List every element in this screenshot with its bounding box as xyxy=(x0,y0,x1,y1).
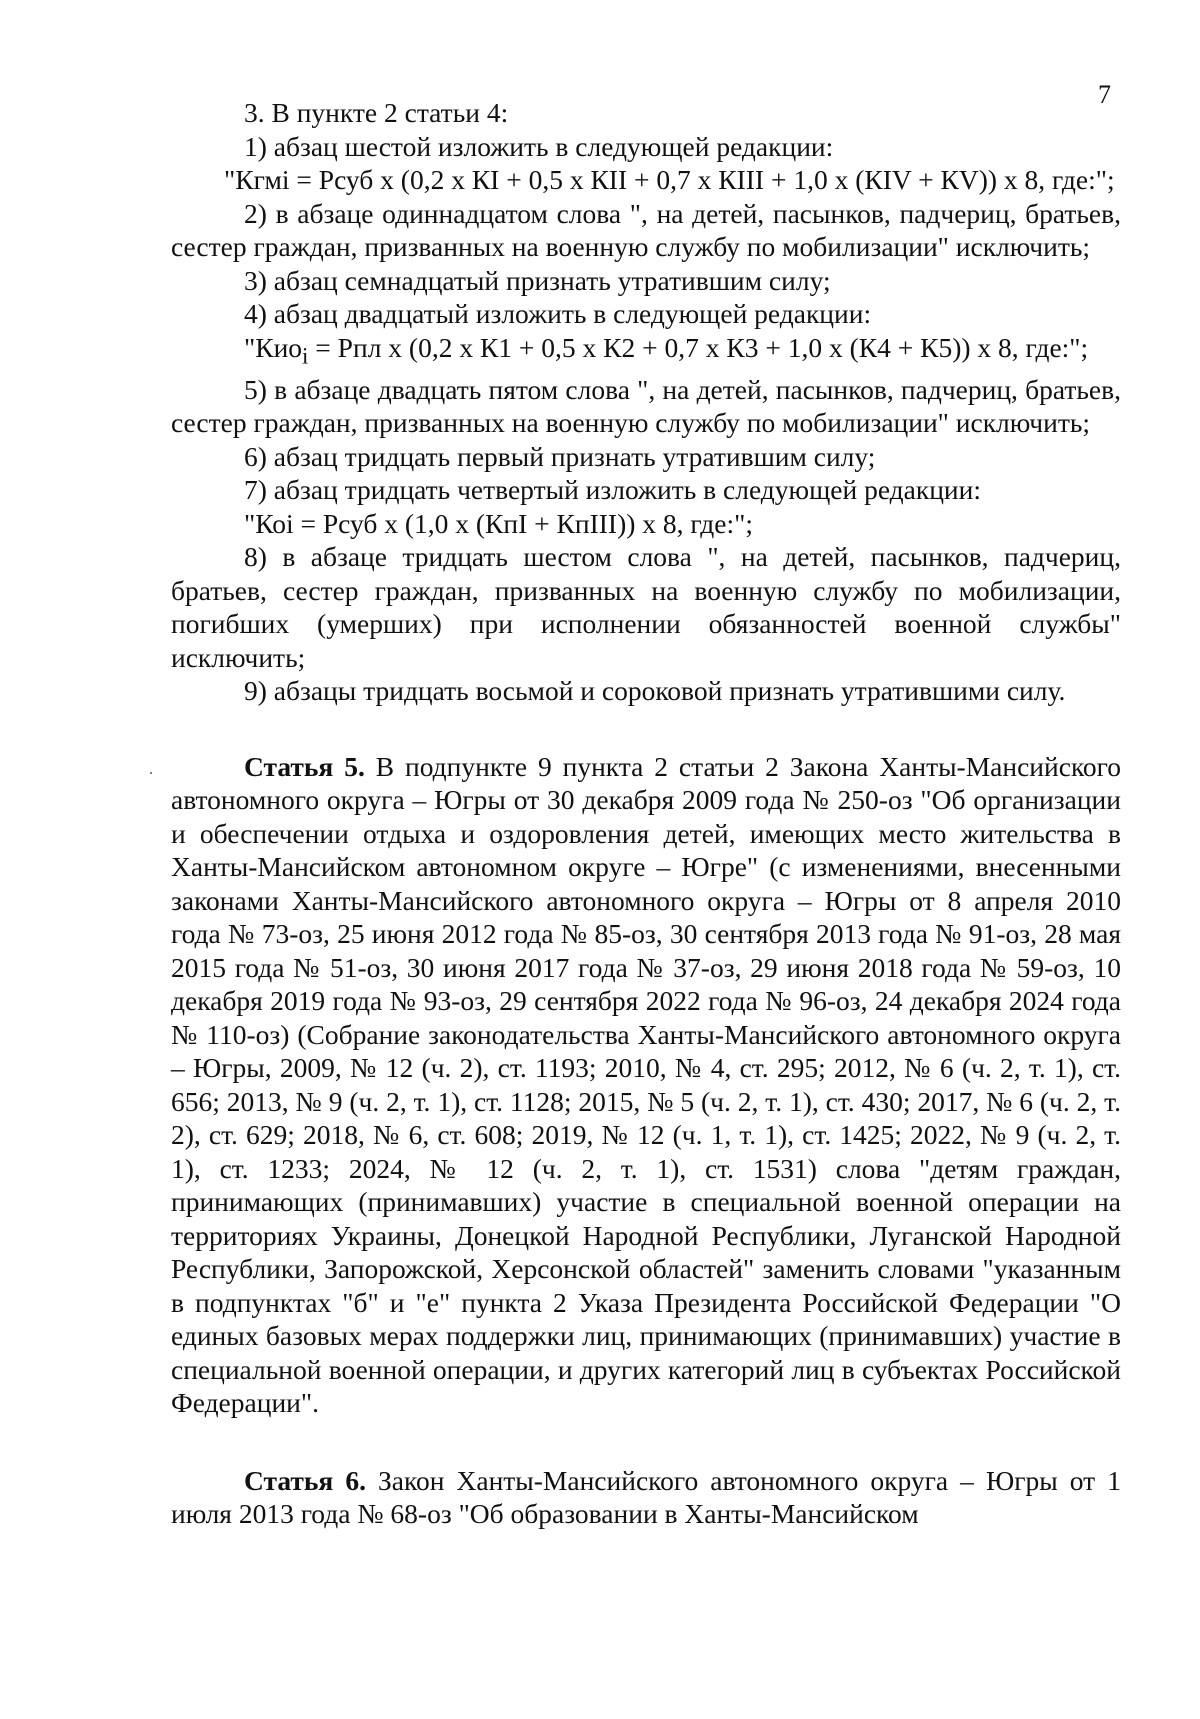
section-3-intro: 3. В пункте 2 статьи 4: xyxy=(244,97,509,128)
formula-kioi xyxy=(171,331,1121,373)
scan-artifact xyxy=(150,772,152,774)
article-5-title: Статья 5. xyxy=(244,750,365,782)
formula-kioi-prefix: "Кио xyxy=(244,331,303,363)
section-3-item-2: 2) в абзаце одиннадцатом слова ", на детей, пасынков, падчериц, братьев, сестер граждан, призванных на военную службу по мобилизации" исключить; xyxy=(171,197,1121,262)
section-3-item-5: 5) в абзаце двадцать пятом слова ", на детей, пасынков, падчериц, братьев, сестер граждан, призванных на военную службу по мобилизации" исключить; xyxy=(171,373,1121,438)
article-5 xyxy=(171,750,1121,1420)
article-5-text: В подпункте 9 пункта 2 статьи 2 Закона Ханты-Мансийского автономного округа – Югры от 30 декабря 2009 года № 250-оз "Об организации и обеспечении отдыха и оздоровления детей, имеющих место жительства в Ханты-Мансийском автономном округе – Югре" (с изменениями, внесенными законами Ханты-Мансийского автономного округа – Югры от 8 апреля 2010 года № 73-оз, 25 июня 2012 года № 85-оз, 30 сентября 2013 года № 91-оз, 28 мая 2015 года № 51-оз, 30 июня 2017 года № 37-оз, 29 июня 2018 года № 59-оз, 10 декабря 2019 года № 93-оз, 29 сентября 2022 года № 96-оз, 24 декабря 2024 года № 110-оз) (Собрание законодательства Ханты-Мансийского автономного округа – Югры, 2009, № 12 (ч. 2), ст. 1193; 2010, № 4, ст. 295; 2012, № 6 (ч. 2, т. 1), ст. 656; 2013, № 9 (ч. 2, т. 1), ст. 1128; 2015, № 5 (ч. 2, т. 1), ст. 430; 2017, № 6 (ч. 2, т. 2), ст. 629; 2018, № 6, ст. 608; 2019, № 12 (ч. 1, т. 1), ст. 1425; 2022, № 9 (ч. 2, т. 1), ст. 1233; 2024, № 12 (ч. 2, т. 1), ст. 1531) слова "детям граждан, принимающих (принимавших) участие в специальной военной операции на территориях Украины, Донецкой Народной Республики, Луганской Народной Республики, Запорожской, Херсонской областей" заменить словами "указанным в подпунктах "б" и "е" пункта 2 Указа Президента Российской Федерации "О единых базовых мерах поддержки лиц, принимающих (принимавших) участие в специальной военной операции, и других категорий лиц в субъектах Российской Федерации". xyxy=(171,750,1121,1418)
section-3-item-4: 4) абзац двадцатый изложить в следующей редакции: xyxy=(244,298,872,329)
section-3-item-6: 6) абзац тридцать первый признать утратившим силу; xyxy=(244,440,876,472)
article-6-text: Закон Ханты-Мансийского автономного округа – Югры от 1 июля 2013 года № 68-оз "Об образовании в Ханты-Мансийском xyxy=(171,1464,1121,1529)
page-number: 7 xyxy=(1098,80,1111,109)
section-3-item-8: 8) в абзаце тридцать шестом слова ", на детей, пасынков, падчериц, братьев, сестер граждан, призванных на военную службу по мобилизации, погибших (умерших) при исполнении обязанностей военной службы" исключить; xyxy=(171,541,1121,673)
section-3-item-3: 3) абзац семнадцатый признать утратившим силу; xyxy=(244,264,831,296)
section-3-item-9: 9) абзацы тридцать восьмой и сороковой признать утратившими силу. xyxy=(244,675,1066,706)
formula-kgmi: "Кгмі = Рсуб х (0,2 х КІ + 0,5 х КІІ + 0,7 х КІІІ + 1,0 х (КІV + КV)) х 8, где:"; xyxy=(224,164,1115,195)
article-6 xyxy=(171,1464,1121,1531)
document-body xyxy=(171,96,1121,1531)
spacer xyxy=(171,708,1121,750)
section-3-item-1: 1) абзац шестой изложить в следующей редакции: xyxy=(244,130,834,162)
formula-kioi-rest: = Рпл х (0,2 х К1 + 0,5 х К2 + 0,7 х К3 + 1,0 х (К4 + К5)) х 8, где:"; xyxy=(308,331,1089,363)
spacer xyxy=(171,1420,1121,1464)
section-3-item-7: 7) абзац тридцать четвертый изложить в следующей редакции: xyxy=(244,474,982,505)
formula-koi: "Коі = Рсуб х (1,0 х (КпІ + КпІІІ)) х 8, где:"; xyxy=(244,507,753,539)
formula-kioi-subscript: i xyxy=(302,343,309,368)
article-6-title: Статья 6. xyxy=(244,1464,366,1496)
